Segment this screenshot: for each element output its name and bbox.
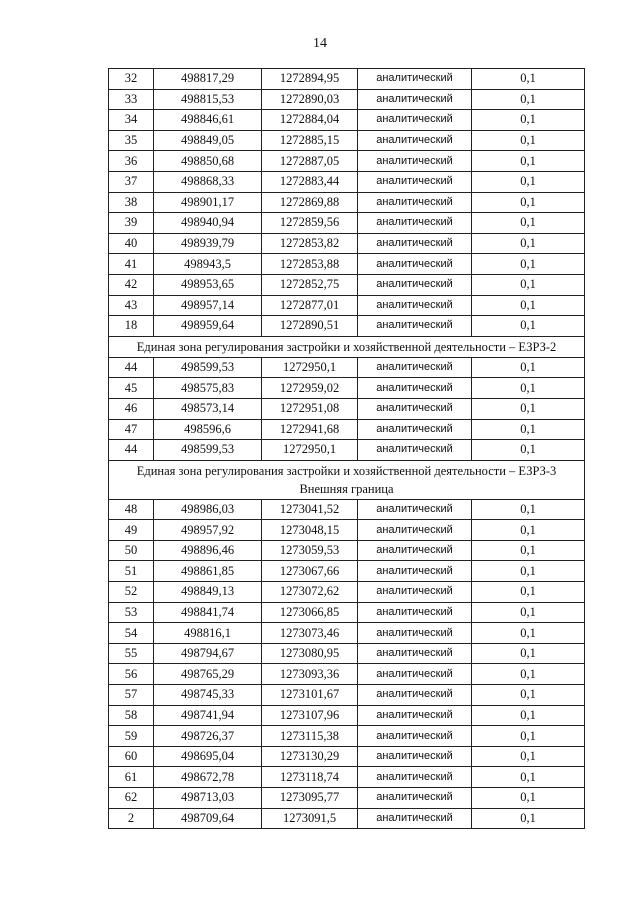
point-number-cell: 49 bbox=[109, 520, 154, 541]
accuracy-cell: 0,1 bbox=[472, 213, 585, 234]
y-coordinate-cell: 1272883,44 bbox=[262, 171, 358, 192]
y-coordinate-cell: 1273080,95 bbox=[262, 643, 358, 664]
accuracy-cell: 0,1 bbox=[472, 274, 585, 295]
y-coordinate-cell: 1273093,36 bbox=[262, 664, 358, 685]
table-row bbox=[109, 419, 585, 440]
section-header-row bbox=[109, 460, 585, 499]
table-row bbox=[109, 171, 585, 192]
method-cell: аналитический bbox=[358, 664, 472, 685]
accuracy-cell: 0,1 bbox=[472, 233, 585, 254]
point-number-cell: 59 bbox=[109, 726, 154, 747]
accuracy-cell: 0,1 bbox=[472, 130, 585, 151]
y-coordinate-cell: 1272894,95 bbox=[262, 69, 358, 90]
point-number-cell: 34 bbox=[109, 110, 154, 131]
accuracy-cell: 0,1 bbox=[472, 419, 585, 440]
y-coordinate-cell: 1272869,88 bbox=[262, 192, 358, 213]
method-cell: аналитический bbox=[358, 213, 472, 234]
x-coordinate-cell: 498794,67 bbox=[154, 643, 262, 664]
point-number-cell: 35 bbox=[109, 130, 154, 151]
y-coordinate-cell: 1272852,75 bbox=[262, 274, 358, 295]
point-number-cell: 38 bbox=[109, 192, 154, 213]
point-number-cell: 33 bbox=[109, 89, 154, 110]
x-coordinate-cell: 498817,29 bbox=[154, 69, 262, 90]
accuracy-cell: 0,1 bbox=[472, 540, 585, 561]
y-coordinate-cell: 1273101,67 bbox=[262, 685, 358, 706]
accuracy-cell: 0,1 bbox=[472, 664, 585, 685]
method-cell: аналитический bbox=[358, 254, 472, 275]
x-coordinate-cell: 498816,1 bbox=[154, 623, 262, 644]
x-coordinate-cell: 498841,74 bbox=[154, 602, 262, 623]
x-coordinate-cell: 498709,64 bbox=[154, 808, 262, 829]
point-number-cell: 58 bbox=[109, 705, 154, 726]
method-cell: аналитический bbox=[358, 378, 472, 399]
section-header-row bbox=[109, 336, 585, 357]
y-coordinate-cell: 1273107,96 bbox=[262, 705, 358, 726]
y-coordinate-cell: 1273041,52 bbox=[262, 499, 358, 520]
table-row bbox=[109, 274, 585, 295]
method-cell: аналитический bbox=[358, 726, 472, 747]
x-coordinate-cell: 498726,37 bbox=[154, 726, 262, 747]
accuracy-cell: 0,1 bbox=[472, 171, 585, 192]
table-row bbox=[109, 623, 585, 644]
method-cell: аналитический bbox=[358, 705, 472, 726]
x-coordinate-cell: 498599,53 bbox=[154, 440, 262, 461]
accuracy-cell: 0,1 bbox=[472, 602, 585, 623]
point-number-cell: 50 bbox=[109, 540, 154, 561]
x-coordinate-cell: 498695,04 bbox=[154, 746, 262, 767]
x-coordinate-cell: 498745,33 bbox=[154, 685, 262, 706]
point-number-cell: 47 bbox=[109, 419, 154, 440]
accuracy-cell: 0,1 bbox=[472, 192, 585, 213]
method-cell: аналитический bbox=[358, 295, 472, 316]
y-coordinate-cell: 1272887,05 bbox=[262, 151, 358, 172]
page-number: 14 bbox=[313, 36, 327, 51]
table-row bbox=[109, 808, 585, 829]
method-cell: аналитический bbox=[358, 602, 472, 623]
y-coordinate-cell: 1272885,15 bbox=[262, 130, 358, 151]
table-row bbox=[109, 398, 585, 419]
method-cell: аналитический bbox=[358, 233, 472, 254]
y-coordinate-cell: 1272941,68 bbox=[262, 419, 358, 440]
accuracy-cell: 0,1 bbox=[472, 69, 585, 90]
y-coordinate-cell: 1273115,38 bbox=[262, 726, 358, 747]
table-row bbox=[109, 151, 585, 172]
section-title-line: Единая зона регулирования застройки и хозяйственной деятельности – ЕЗРЗ-3 bbox=[136, 463, 557, 478]
y-coordinate-cell: 1272951,08 bbox=[262, 398, 358, 419]
table-row bbox=[109, 705, 585, 726]
y-coordinate-cell: 1272853,82 bbox=[262, 233, 358, 254]
point-number-cell: 46 bbox=[109, 398, 154, 419]
table-row bbox=[109, 316, 585, 337]
table-row bbox=[109, 130, 585, 151]
table-row bbox=[109, 254, 585, 275]
accuracy-cell: 0,1 bbox=[472, 643, 585, 664]
method-cell: аналитический bbox=[358, 623, 472, 644]
accuracy-cell: 0,1 bbox=[472, 561, 585, 582]
table-row bbox=[109, 540, 585, 561]
method-cell: аналитический bbox=[358, 520, 472, 541]
accuracy-cell: 0,1 bbox=[472, 398, 585, 419]
method-cell: аналитический bbox=[358, 274, 472, 295]
x-coordinate-cell: 498573,14 bbox=[154, 398, 262, 419]
accuracy-cell: 0,1 bbox=[472, 110, 585, 131]
accuracy-cell: 0,1 bbox=[472, 89, 585, 110]
x-coordinate-cell: 498986,03 bbox=[154, 499, 262, 520]
y-coordinate-cell: 1273059,53 bbox=[262, 540, 358, 561]
accuracy-cell: 0,1 bbox=[472, 378, 585, 399]
table-row bbox=[109, 295, 585, 316]
accuracy-cell: 0,1 bbox=[472, 623, 585, 644]
accuracy-cell: 0,1 bbox=[472, 808, 585, 829]
accuracy-cell: 0,1 bbox=[472, 316, 585, 337]
x-coordinate-cell: 498939,79 bbox=[154, 233, 262, 254]
accuracy-cell: 0,1 bbox=[472, 705, 585, 726]
x-coordinate-cell: 498850,68 bbox=[154, 151, 262, 172]
x-coordinate-cell: 498957,14 bbox=[154, 295, 262, 316]
accuracy-cell: 0,1 bbox=[472, 499, 585, 520]
table-row bbox=[109, 440, 585, 461]
y-coordinate-cell: 1273066,85 bbox=[262, 602, 358, 623]
point-number-cell: 18 bbox=[109, 316, 154, 337]
y-coordinate-cell: 1272890,51 bbox=[262, 316, 358, 337]
method-cell: аналитический bbox=[358, 582, 472, 603]
accuracy-cell: 0,1 bbox=[472, 254, 585, 275]
method-cell: аналитический bbox=[358, 110, 472, 131]
accuracy-cell: 0,1 bbox=[472, 295, 585, 316]
accuracy-cell: 0,1 bbox=[472, 767, 585, 788]
y-coordinate-cell: 1273072,62 bbox=[262, 582, 358, 603]
accuracy-cell: 0,1 bbox=[472, 582, 585, 603]
section-title bbox=[109, 336, 585, 357]
x-coordinate-cell: 498957,92 bbox=[154, 520, 262, 541]
table-row bbox=[109, 520, 585, 541]
x-coordinate-cell: 498713,03 bbox=[154, 788, 262, 809]
x-coordinate-cell: 498868,33 bbox=[154, 171, 262, 192]
section-title-line: Единая зона регулирования застройки и хозяйственной деятельности – ЕЗРЗ-2 bbox=[136, 339, 557, 354]
point-number-cell: 44 bbox=[109, 440, 154, 461]
method-cell: аналитический bbox=[358, 192, 472, 213]
method-cell: аналитический bbox=[358, 685, 472, 706]
table-row bbox=[109, 602, 585, 623]
table-row bbox=[109, 643, 585, 664]
y-coordinate-cell: 1273048,15 bbox=[262, 520, 358, 541]
table-row bbox=[109, 69, 585, 90]
y-coordinate-cell: 1273091,5 bbox=[262, 808, 358, 829]
table-row bbox=[109, 357, 585, 378]
table-row bbox=[109, 192, 585, 213]
coordinates-table bbox=[108, 68, 585, 829]
point-number-cell: 42 bbox=[109, 274, 154, 295]
section-title bbox=[109, 460, 585, 499]
section-title-line: Внешняя граница bbox=[299, 481, 394, 496]
accuracy-cell: 0,1 bbox=[472, 520, 585, 541]
point-number-cell: 32 bbox=[109, 69, 154, 90]
table-row bbox=[109, 664, 585, 685]
method-cell: аналитический bbox=[358, 746, 472, 767]
y-coordinate-cell: 1273067,66 bbox=[262, 561, 358, 582]
accuracy-cell: 0,1 bbox=[472, 685, 585, 706]
point-number-cell: 54 bbox=[109, 623, 154, 644]
method-cell: аналитический bbox=[358, 398, 472, 419]
y-coordinate-cell: 1273130,29 bbox=[262, 746, 358, 767]
x-coordinate-cell: 498599,53 bbox=[154, 357, 262, 378]
y-coordinate-cell: 1272890,03 bbox=[262, 89, 358, 110]
method-cell: аналитический bbox=[358, 767, 472, 788]
accuracy-cell: 0,1 bbox=[472, 151, 585, 172]
x-coordinate-cell: 498741,94 bbox=[154, 705, 262, 726]
point-number-cell: 44 bbox=[109, 357, 154, 378]
x-coordinate-cell: 498953,65 bbox=[154, 274, 262, 295]
point-number-cell: 37 bbox=[109, 171, 154, 192]
point-number-cell: 40 bbox=[109, 233, 154, 254]
x-coordinate-cell: 498959,64 bbox=[154, 316, 262, 337]
table-row bbox=[109, 788, 585, 809]
y-coordinate-cell: 1272959,02 bbox=[262, 378, 358, 399]
point-number-cell: 41 bbox=[109, 254, 154, 275]
method-cell: аналитический bbox=[358, 69, 472, 90]
point-number-cell: 56 bbox=[109, 664, 154, 685]
method-cell: аналитический bbox=[358, 151, 472, 172]
point-number-cell: 48 bbox=[109, 499, 154, 520]
x-coordinate-cell: 498896,46 bbox=[154, 540, 262, 561]
accuracy-cell: 0,1 bbox=[472, 788, 585, 809]
accuracy-cell: 0,1 bbox=[472, 440, 585, 461]
accuracy-cell: 0,1 bbox=[472, 746, 585, 767]
table-row bbox=[109, 378, 585, 399]
y-coordinate-cell: 1273118,74 bbox=[262, 767, 358, 788]
y-coordinate-cell: 1272859,56 bbox=[262, 213, 358, 234]
table-row bbox=[109, 746, 585, 767]
method-cell: аналитический bbox=[358, 357, 472, 378]
table-row bbox=[109, 561, 585, 582]
method-cell: аналитический bbox=[358, 316, 472, 337]
table-row bbox=[109, 767, 585, 788]
y-coordinate-cell: 1272950,1 bbox=[262, 357, 358, 378]
point-number-cell: 51 bbox=[109, 561, 154, 582]
method-cell: аналитический bbox=[358, 808, 472, 829]
point-number-cell: 55 bbox=[109, 643, 154, 664]
table-row bbox=[109, 582, 585, 603]
y-coordinate-cell: 1273095,77 bbox=[262, 788, 358, 809]
accuracy-cell: 0,1 bbox=[472, 357, 585, 378]
table-row bbox=[109, 726, 585, 747]
x-coordinate-cell: 498672,78 bbox=[154, 767, 262, 788]
point-number-cell: 61 bbox=[109, 767, 154, 788]
x-coordinate-cell: 498846,61 bbox=[154, 110, 262, 131]
point-number-cell: 62 bbox=[109, 788, 154, 809]
method-cell: аналитический bbox=[358, 561, 472, 582]
method-cell: аналитический bbox=[358, 499, 472, 520]
y-coordinate-cell: 1272853,88 bbox=[262, 254, 358, 275]
x-coordinate-cell: 498943,5 bbox=[154, 254, 262, 275]
method-cell: аналитический bbox=[358, 419, 472, 440]
table-row bbox=[109, 685, 585, 706]
point-number-cell: 39 bbox=[109, 213, 154, 234]
x-coordinate-cell: 498861,85 bbox=[154, 561, 262, 582]
table-row bbox=[109, 110, 585, 131]
method-cell: аналитический bbox=[358, 130, 472, 151]
x-coordinate-cell: 498815,53 bbox=[154, 89, 262, 110]
y-coordinate-cell: 1273073,46 bbox=[262, 623, 358, 644]
accuracy-cell: 0,1 bbox=[472, 726, 585, 747]
method-cell: аналитический bbox=[358, 89, 472, 110]
point-number-cell: 57 bbox=[109, 685, 154, 706]
point-number-cell: 43 bbox=[109, 295, 154, 316]
x-coordinate-cell: 498940,94 bbox=[154, 213, 262, 234]
point-number-cell: 2 bbox=[109, 808, 154, 829]
y-coordinate-cell: 1272884,04 bbox=[262, 110, 358, 131]
method-cell: аналитический bbox=[358, 440, 472, 461]
point-number-cell: 45 bbox=[109, 378, 154, 399]
x-coordinate-cell: 498901,17 bbox=[154, 192, 262, 213]
x-coordinate-cell: 498575,83 bbox=[154, 378, 262, 399]
point-number-cell: 53 bbox=[109, 602, 154, 623]
table-row bbox=[109, 89, 585, 110]
method-cell: аналитический bbox=[358, 540, 472, 561]
method-cell: аналитический bbox=[358, 788, 472, 809]
method-cell: аналитический bbox=[358, 171, 472, 192]
y-coordinate-cell: 1272950,1 bbox=[262, 440, 358, 461]
x-coordinate-cell: 498596,6 bbox=[154, 419, 262, 440]
y-coordinate-cell: 1272877,01 bbox=[262, 295, 358, 316]
point-number-cell: 36 bbox=[109, 151, 154, 172]
method-cell: аналитический bbox=[358, 643, 472, 664]
x-coordinate-cell: 498765,29 bbox=[154, 664, 262, 685]
table-row bbox=[109, 233, 585, 254]
coordinates-table-body bbox=[109, 69, 585, 829]
table-row bbox=[109, 213, 585, 234]
x-coordinate-cell: 498849,13 bbox=[154, 582, 262, 603]
point-number-cell: 52 bbox=[109, 582, 154, 603]
point-number-cell: 60 bbox=[109, 746, 154, 767]
table-row bbox=[109, 499, 585, 520]
x-coordinate-cell: 498849,05 bbox=[154, 130, 262, 151]
